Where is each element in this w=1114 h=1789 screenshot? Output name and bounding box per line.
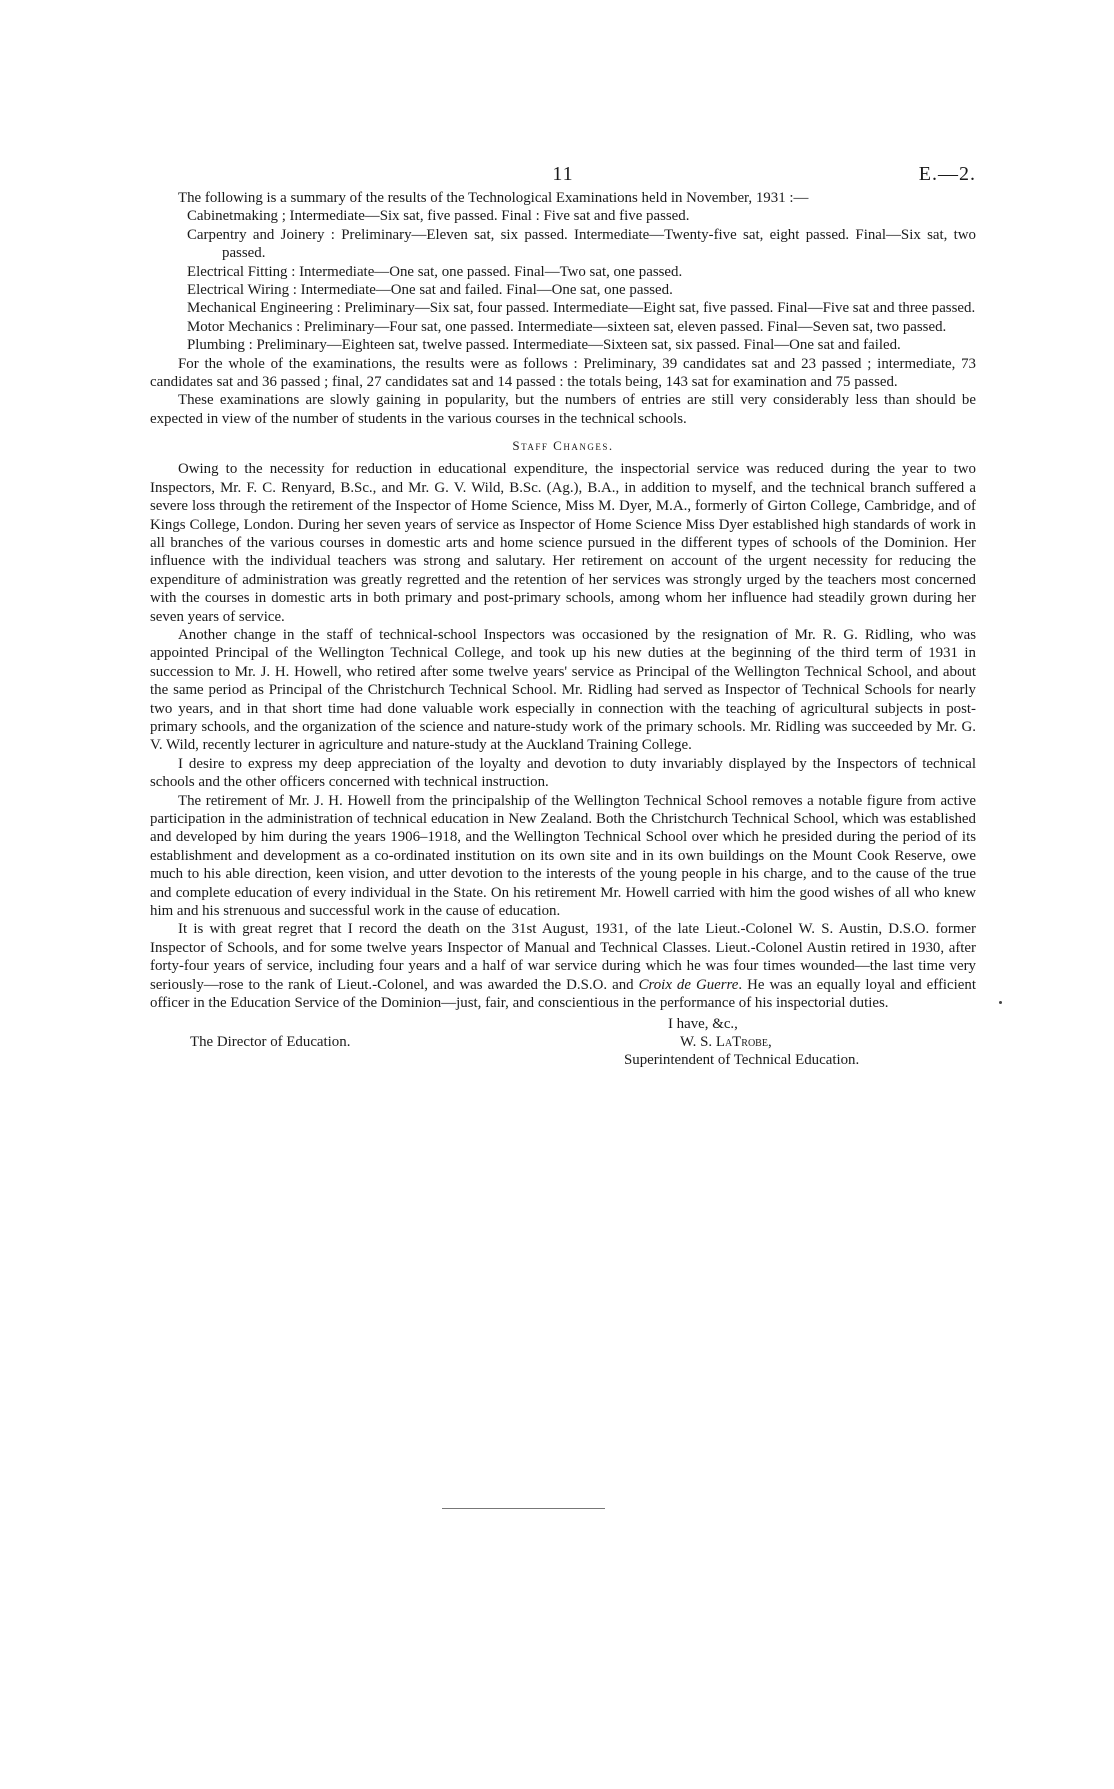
austin-text-italic: Croix de Guerre [638,976,739,993]
letter-closing [150,1016,976,1086]
austin-text-after: . He was an equally loyal and efficient officer in the Education Service of the Dominion—just, fair, and conscientious in the performance of his inspectorial duties. [150,976,976,1012]
staff-paragraph-ridling: Another change in the staff of technical-school Inspectors was occasioned by the resignation of Mr. R. G. Ridling, who was appointed Principal of the Wellington Technical College, and took up his new duties at the beginning of the third term of 1931 in succession to Mr. J. H. Howell, who retired after some twelve years' service as Principal of the Wellington Technical School, and about the same period as Principal of the Christchurch Technical School. Mr. Ridling had served as Inspector of Technical Schools for nearly two years, and in that short time had done valuable work especially in connection with the teaching of agricultural subjects in post-primary schools, and the organization of the science and nature-study work of the primary schools. Mr. Ridling was succeeded by Mr. G. V. Wild, recently lecturer in agriculture and nature-study at the Auckland Training College. [150,626,976,754]
page-header [150,155,976,189]
margin-mark [999,1001,1002,1004]
staff-paragraph-howell: The retirement of Mr. J. H. Howell from the principalship of the Wellington Technical School removes a notable figure from active participation in the administration of technical education in New Zealand. Both the Christchurch Technical School, which was established and developed by him during the years 1906–1918, and the Wellington Technical School over which he presided during the period of its establishment and development as a co-ordinated institution on its own site and in its own buildings on the Mount Cook Reserve, owe much to his able direction, keen vision, and utter devotion to the interests of the young people in his charge, and to the cause of the true and complete education of every individual in the State. On his retirement Mr. Howell carried with him the good wishes of all who knew him and his strenuous and successful work in the cause of education. [150,792,976,920]
result-cabinetmaking: Cabinetmaking ; Intermediate—Six sat, five passed. Final : Five sat and five passed. [187,208,690,225]
end-rule-divider [442,1508,605,1509]
result-carpentry-joinery: Carpentry and Joinery : Preliminary—Eleven sat, six passed. Intermediate—Twenty-five sat, eight passed. Final—Six sat, two passed. [187,226,976,262]
document-code: E.—2. [918,163,976,185]
result-motor-mechanics: Motor Mechanics : Preliminary—Four sat, one passed. Intermediate—sixteen sat, eleven passed. Final—Seven sat, two passed. [187,318,947,335]
result-electrical-fitting: Electrical Fitting : Intermediate—One sat, one passed. Final—Two sat, one passed. [187,263,683,280]
result-electrical-wiring: Electrical Wiring : Intermediate—One sat and failed. Final—One sat, one passed. [187,282,673,299]
intro-paragraph: The following is a summary of the results of the Technological Examinations held in November, 1931 :— [178,190,809,206]
staff-paragraph-appreciation: I desire to express my deep appreciation of the loyalty and devotion to duty invariably displayed by the Inspectors of technical schools and the other officers concerned with technical instruction. [150,755,976,791]
section-heading-staff-changes: Staff Changes. [512,438,614,454]
closing-greeting: I have, &c., [668,1016,738,1033]
result-mechanical-engineering: Mechanical Engineering : Preliminary—Six sat, four passed. Intermediate—Eight sat, five passed. Final—Five sat and three passed. [187,300,976,317]
result-plumbing: Plumbing : Preliminary—Eighteen sat, twelve passed. Intermediate—Sixteen sat, six passed. Final—One sat and failed. [187,337,901,354]
examination-results-list [150,207,976,354]
closing-addressee: The Director of Education. [190,1034,351,1051]
closing-signer-title: Superintendent of Technical Education. [624,1052,860,1069]
page-number: 11 [552,163,574,185]
austin-text-before: It is with great regret that I record the death on the 31st August, 1931, of the late Lieut.-Colonel W. S. Austin, D.S.O. former Inspector of Schools, and for some twelve years Inspector of Manual and Technical Classes. Lieut.-Colonel Austin retired in 1930, after forty-four years of service, including four years and a half of war service during which he was four times wounded—the last time very seriously—rose to the rank of Lieut.-Colonel, and was awarded the D.S.O. and [150,921,976,993]
staff-paragraph-dyer: Owing to the necessity for reduction in educational expenditure, the inspectorial service was reduced during the year to two Inspectors, Mr. F. C. Renyard, B.Sc., and Mr. G. V. Wild, B.Sc. (Ag.), B.A., in addition to myself, and the technical branch suffered a severe loss through the retirement of the Inspector of Home Science, Miss M. Dyer, M.A., formerly of Girton College, Cambridge, and of Kings College, London. During her seven years of service as Inspector of Home Science Miss Dyer established high standards of work in all branches of the various courses in domestic arts and home science pursued in the different types of schools of the Dominion. Her influence with the individual teachers was strong and salutary. Her retirement on account of the urgent necessity for reducing the expenditure of administration was greatly regretted and the retention of her services was strongly urged by the teachers most concerned with the courses in domestic arts in both primary and post-primary schools, among whom her influence had steadily grown during her seven years of service. [150,461,976,625]
staff-paragraph-austin [150,920,976,1012]
summary-paragraph-popularity: These examinations are slowly gaining in popularity, but the numbers of entries are still very considerably less than should be expected in view of the number of students in the various courses in the technical schools. [150,392,976,427]
closing-signer: W. S. LaTrobe, [680,1034,772,1051]
summary-paragraph-totals: For the whole of the examinations, the results were as follows : Preliminary, 39 candidates sat and 23 passed ; intermediate, 73 candidates sat and 36 passed ; final, 27 candidates sat and 14 passed : the totals being, 143 sat for examination and 75 passed. [150,355,976,391]
document-page [150,155,976,1086]
